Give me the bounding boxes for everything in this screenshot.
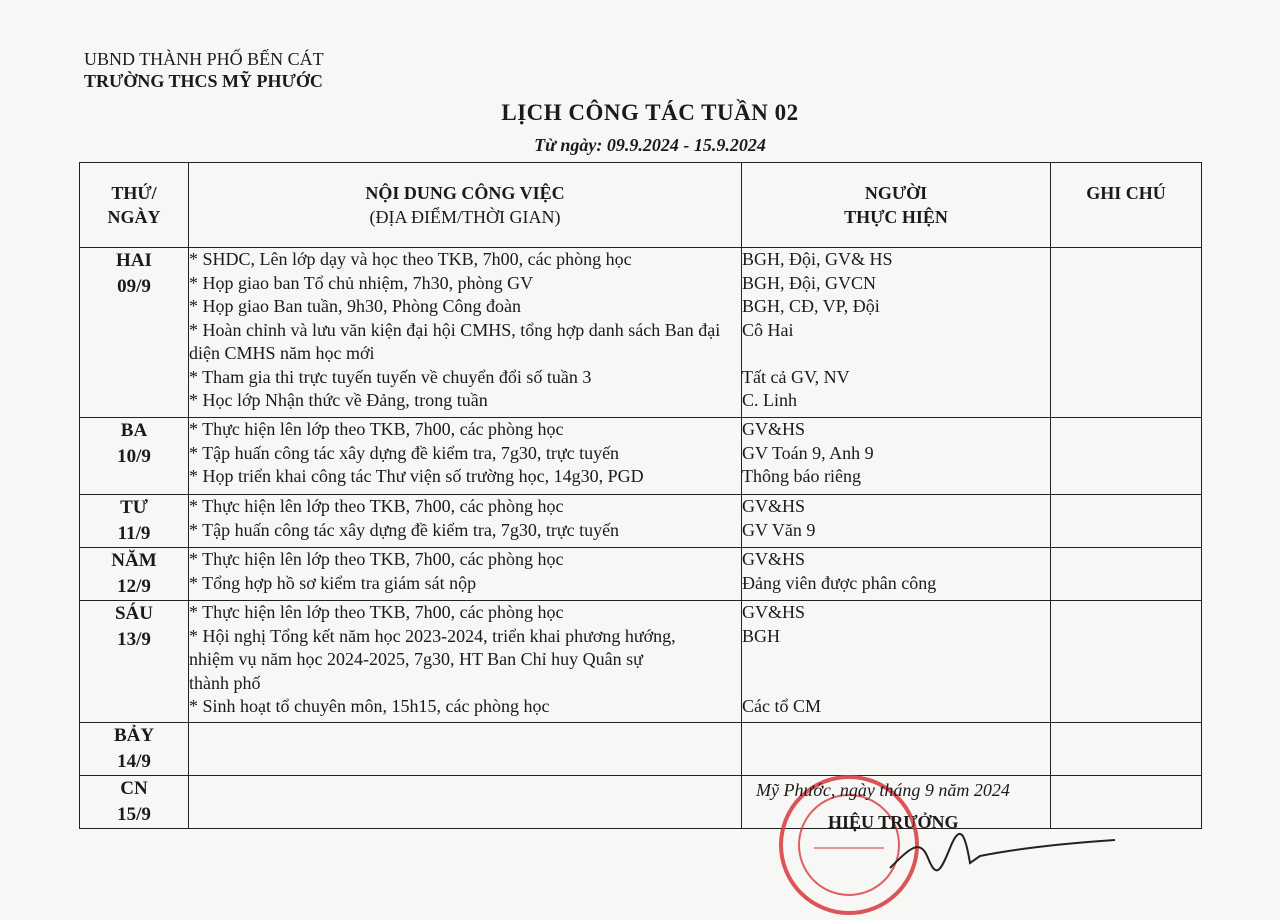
schedule-table [79,162,1202,829]
table-row [80,601,1202,723]
column-header-person: NGƯỜI THỰC HIỆN [742,163,1051,248]
signer-title: HIỆU TRƯỞNG [828,812,959,832]
person-cell [742,723,1051,776]
document-title: LỊCH CÔNG TÁC TUẦN 02 [501,100,799,125]
table-row [80,495,1202,548]
column-header-content: NỘI DUNG CÔNG VIỆC (ĐỊA ĐIỂM/THỜI GIAN) [189,163,742,248]
note-cell [1051,418,1202,495]
day-cell: CN 15/9 [80,776,189,829]
table-row [80,548,1202,601]
column-header-note: GHI CHÚ [1051,163,1202,248]
task-cell: * Thực hiện lên lớp theo TKB, 7h00, các phòng học * Tập huấn công tác xây dựng đề kiểm tra, 7g30, trực tuyến [189,495,742,548]
day-cell: BẢY 14/9 [80,723,189,776]
table-row [80,776,1202,829]
person-cell: GV&HS GV Văn 9 [742,495,1051,548]
note-cell [1051,248,1202,418]
note-cell [1051,601,1202,723]
table-row [80,418,1202,495]
place-date: Mỹ Phước, ngày tháng 9 năm 2024 [756,780,1010,800]
day-cell: SÁU 13/9 [80,601,189,723]
org-line-1: UBND THÀNH PHỐ BẾN CÁT [84,49,324,69]
note-cell [1051,776,1202,829]
task-cell: * Thực hiện lên lớp theo TKB, 7h00, các phòng học * Tập huấn công tác xây dựng đề kiểm tra, 7g30, trực tuyến * Họp triển khai công tác Thư viện số trường học, 14g30, PGD [189,418,742,495]
person-cell: GV&HS BGH Các tổ CM [742,601,1051,723]
table-row [80,248,1202,418]
org-line-2: TRƯỜNG THCS MỸ PHƯỚC [84,71,323,91]
date-range: Từ ngày: 09.9.2024 - 15.9.2024 [534,135,766,155]
person-cell: GV&HS GV Toán 9, Anh 9 Thông báo riêng [742,418,1051,495]
task-cell: * Thực hiện lên lớp theo TKB, 7h00, các phòng học * Hội nghị Tổng kết năm học 2023-2024, triển khai phương hướng, nhiệm vụ năm học 2024-2025, 7g30, HT Ban Chỉ huy Quân sự thành phố * Sinh hoạt tổ chuyên môn, 15h15, các phòng học [189,601,742,723]
table-header-row [80,163,1202,248]
person-cell: GV&HS Đảng viên được phân công [742,548,1051,601]
day-cell: BA 10/9 [80,418,189,495]
signature-icon [880,828,1120,878]
organization-header [84,48,324,92]
task-cell [189,723,742,776]
person-cell: BGH, Đội, GV& HS BGH, Đội, GVCN BGH, CĐ, VP, Đội Cô Hai Tất cả GV, NV C. Linh [742,248,1051,418]
table-row [80,723,1202,776]
task-cell [189,776,742,829]
task-cell: * SHDC, Lên lớp dạy và học theo TKB, 7h00, các phòng học * Họp giao ban Tổ chủ nhiệm, 7h30, phòng GV * Họp giao Ban tuần, 9h30, Phòng Công đoàn * Hoàn chỉnh và lưu văn kiện đại hội CMHS, tổng hợp danh sách Ban đại diện CMHS năm học mới * Tham gia thi trực tuyến tuyến về chuyển đổi số tuần 3 * Học lớp Nhận thức về Đảng, trong tuần [189,248,742,418]
task-cell: * Thực hiện lên lớp theo TKB, 7h00, các phòng học * Tổng hợp hồ sơ kiểm tra giám sát nộp [189,548,742,601]
note-cell [1051,723,1202,776]
day-cell: TƯ 11/9 [80,495,189,548]
column-header-day: THỨ/ NGÀY [80,163,189,248]
note-cell [1051,548,1202,601]
note-cell [1051,495,1202,548]
day-cell: NĂM 12/9 [80,548,189,601]
day-cell: HAI 09/9 [80,248,189,418]
